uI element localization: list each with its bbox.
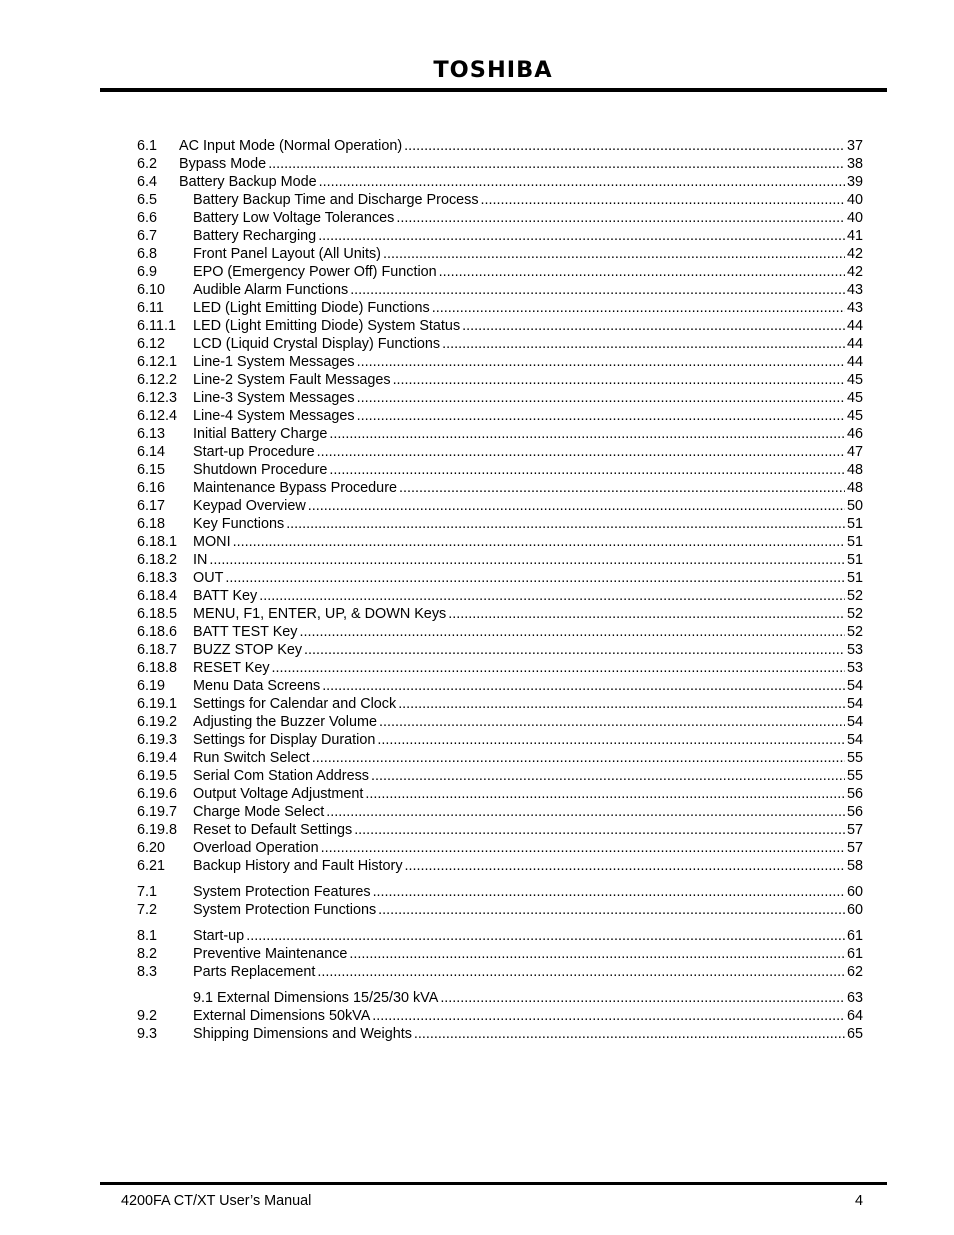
toc-entry-number: 6.12.2 xyxy=(137,371,193,389)
dot-leader xyxy=(373,883,845,901)
toc-entry xyxy=(137,1007,863,1025)
toc-entry-number: 6.5 xyxy=(137,191,193,209)
dot-leader xyxy=(304,641,845,659)
dot-leader xyxy=(442,335,845,353)
toc-entry-title: Battery Recharging xyxy=(193,228,317,244)
toc-entry xyxy=(137,989,863,1007)
dot-leader xyxy=(308,497,845,515)
dot-leader xyxy=(317,963,845,981)
dot-leader xyxy=(414,1025,845,1043)
toc-entry-title: Charge Mode Select xyxy=(193,804,325,820)
toc-entry-number: 6.19 xyxy=(137,677,193,695)
toc-entry-number: 6.18.6 xyxy=(137,623,193,641)
dot-leader xyxy=(357,353,845,371)
toc-entry-number: 6.18.3 xyxy=(137,569,193,587)
toc-entry-number: 6.12.1 xyxy=(137,353,193,371)
toshiba-logo: TOSHIBA xyxy=(433,58,553,83)
toc-entry-title: Reset to Default Settings xyxy=(193,822,353,838)
toc-entry-number: 6.7 xyxy=(137,227,193,245)
dot-leader xyxy=(286,515,845,533)
toc-entry xyxy=(137,263,863,281)
toc-entry-page: 45 xyxy=(846,372,863,388)
toc-entry xyxy=(137,641,863,659)
toc-entry xyxy=(137,803,863,821)
toc-entry-title: Maintenance Bypass Procedure xyxy=(193,480,397,496)
dot-leader xyxy=(432,299,845,317)
toc-entry-page: 40 xyxy=(846,192,863,208)
dot-leader xyxy=(246,927,845,945)
dot-leader xyxy=(268,155,845,173)
table-of-contents xyxy=(137,137,863,1051)
dot-leader xyxy=(321,839,845,857)
toc-entry xyxy=(137,209,863,227)
toc-entry xyxy=(137,371,863,389)
toc-entry-title: External Dimensions 50kVA xyxy=(193,1008,371,1024)
dot-leader xyxy=(357,407,845,425)
toc-entry-number: 9.2 xyxy=(137,1007,193,1025)
dot-leader xyxy=(312,749,845,767)
toc-entry-title: Line-2 System Fault Messages xyxy=(193,372,391,388)
toc-entry-title: Overload Operation xyxy=(193,840,319,856)
toc-entry-number: 6.19.7 xyxy=(137,803,193,821)
dot-leader xyxy=(462,317,845,335)
toc-entry-number: 6.12.3 xyxy=(137,389,193,407)
toc-entry-title: Front Panel Layout (All Units) xyxy=(193,246,381,262)
dot-leader xyxy=(440,989,845,1007)
dot-leader xyxy=(326,803,845,821)
toc-entry xyxy=(137,731,863,749)
toc-entry-title: OUT xyxy=(193,570,224,586)
toc-entry-title: EPO (Emergency Power Off) Function xyxy=(193,264,437,280)
dot-leader xyxy=(379,713,845,731)
dot-leader xyxy=(377,731,845,749)
toc-entry-page: 39 xyxy=(846,174,863,190)
dot-leader xyxy=(439,263,845,281)
toc-entry-page: 43 xyxy=(846,300,863,316)
toc-entry-number: 8.1 xyxy=(137,927,193,945)
toc-entry-page: 54 xyxy=(846,714,863,730)
dot-leader xyxy=(357,389,845,407)
toc-entry-number: 7.2 xyxy=(137,901,193,919)
toc-entry-title: BATT Key xyxy=(193,588,258,604)
toc-entry-page: 37 xyxy=(846,138,863,154)
toc-entry-title: Run Switch Select xyxy=(193,750,310,766)
toc-entry xyxy=(137,569,863,587)
dot-leader xyxy=(365,785,845,803)
toc-entry-page: 60 xyxy=(846,884,863,900)
toc-entry xyxy=(137,191,863,209)
toc-entry-title: Serial Com Station Address xyxy=(193,768,369,784)
toc-entry-page: 40 xyxy=(846,210,863,226)
dot-leader xyxy=(329,461,845,479)
toc-entry-title: Line-4 System Messages xyxy=(193,408,355,424)
toc-entry-number: 6.12.4 xyxy=(137,407,193,425)
toc-entry xyxy=(137,945,863,963)
toc-entry-number: 7.1 xyxy=(137,883,193,901)
toc-entry-number: 6.11 xyxy=(137,299,193,317)
toc-entry xyxy=(137,551,863,569)
dot-leader xyxy=(371,767,845,785)
toc-entry-page: 44 xyxy=(846,336,863,352)
toc-entry-page: 56 xyxy=(846,804,863,820)
toc-entry-page: 56 xyxy=(846,786,863,802)
toc-entry-page: 45 xyxy=(846,408,863,424)
toc-entry xyxy=(137,605,863,623)
toc-entry xyxy=(137,821,863,839)
toc-entry-title: System Protection Features xyxy=(193,884,371,900)
toc-entry-page: 64 xyxy=(846,1008,863,1024)
toc-entry-number: 6.18.5 xyxy=(137,605,193,623)
dot-leader xyxy=(404,137,845,155)
dot-leader xyxy=(398,695,845,713)
dot-leader xyxy=(399,479,845,497)
toc-entry-number: 6.19.3 xyxy=(137,731,193,749)
toc-entry xyxy=(137,299,863,317)
toc-entry-page: 45 xyxy=(846,390,863,406)
toc-entry xyxy=(137,227,863,245)
toc-entry-page: 47 xyxy=(846,444,863,460)
toc-entry-page: 61 xyxy=(846,946,863,962)
toc-entry-number: 6.6 xyxy=(137,209,193,227)
toc-entry-title: Bypass Mode xyxy=(179,156,267,172)
dot-leader xyxy=(383,245,845,263)
toc-entry-number: 6.20 xyxy=(137,839,193,857)
toc-entry-title: LCD (Liquid Crystal Display) Functions xyxy=(193,336,441,352)
dot-leader xyxy=(322,677,845,695)
dot-leader xyxy=(318,227,845,245)
toc-entry-page: 58 xyxy=(846,858,863,874)
toc-entry-number: 6.18.4 xyxy=(137,587,193,605)
toc-entry-page: 55 xyxy=(846,768,863,784)
toc-entry-number: 8.3 xyxy=(137,963,193,981)
toc-entry xyxy=(137,407,863,425)
toc-entry-title: Line-1 System Messages xyxy=(193,354,355,370)
toc-entry-title: Settings for Calendar and Clock xyxy=(193,696,397,712)
toc-entry-number: 6.19.2 xyxy=(137,713,193,731)
toc-entry-title: 9.1 External Dimensions 15/25/30 kVA xyxy=(193,990,439,1006)
toc-entry-title: BUZZ STOP Key xyxy=(193,642,303,658)
toc-entry-number: 6.18.2 xyxy=(137,551,193,569)
toc-entry-title: BATT TEST Key xyxy=(193,624,298,640)
dot-leader xyxy=(378,901,845,919)
toc-entry-title: Key Functions xyxy=(193,516,285,532)
toc-entry-page: 54 xyxy=(846,732,863,748)
toc-entry xyxy=(137,963,863,981)
dot-leader xyxy=(319,173,845,191)
toc-entry xyxy=(137,749,863,767)
toc-entry-page: 53 xyxy=(846,660,863,676)
toc-entry-number: 6.2 xyxy=(137,155,179,173)
toc-entry-number: 6.9 xyxy=(137,263,193,281)
toc-section xyxy=(137,989,863,1043)
toc-entry-title: Battery Backup Mode xyxy=(179,174,317,190)
toc-entry-title: System Protection Functions xyxy=(193,902,377,918)
toc-entry-number: 6.19.1 xyxy=(137,695,193,713)
toc-entry-number: 8.2 xyxy=(137,945,193,963)
toc-entry-title: Start-up Procedure xyxy=(193,444,315,460)
dot-leader xyxy=(372,1007,845,1025)
dot-leader xyxy=(272,659,845,677)
toc-entry xyxy=(137,857,863,875)
toc-entry-page: 52 xyxy=(846,624,863,640)
dot-leader xyxy=(405,857,845,875)
toc-entry-title: Battery Low Voltage Tolerances xyxy=(193,210,395,226)
dot-leader xyxy=(354,821,845,839)
footer-rule xyxy=(100,1182,887,1185)
toc-entry-title: Start-up xyxy=(193,928,245,944)
toc-entry-page: 57 xyxy=(846,840,863,856)
toc-entry-number: 6.11.1 xyxy=(137,317,193,335)
toc-entry-title: Shipping Dimensions and Weights xyxy=(193,1026,412,1042)
toc-entry-title: Initial Battery Charge xyxy=(193,426,328,442)
toc-entry-number: 6.19.5 xyxy=(137,767,193,785)
toc-entry-page: 43 xyxy=(846,282,863,298)
toc-entry-number: 6.18 xyxy=(137,515,193,533)
toc-entry xyxy=(137,883,863,901)
toc-entry xyxy=(137,245,863,263)
toc-entry-number: 6.12 xyxy=(137,335,193,353)
toc-section xyxy=(137,137,863,875)
toc-entry-page: 42 xyxy=(846,246,863,262)
toc-entry xyxy=(137,695,863,713)
toc-entry-number: 6.14 xyxy=(137,443,193,461)
toc-entry-number: 6.19.6 xyxy=(137,785,193,803)
toc-entry-number: 6.18.1 xyxy=(137,533,193,551)
toc-section xyxy=(137,927,863,981)
toc-entry-title: Battery Backup Time and Discharge Process xyxy=(193,192,479,208)
dot-leader xyxy=(393,371,845,389)
dot-leader xyxy=(300,623,845,641)
toc-entry-number: 6.15 xyxy=(137,461,193,479)
toc-entry xyxy=(137,497,863,515)
toc-entry-page: 55 xyxy=(846,750,863,766)
toc-entry xyxy=(137,623,863,641)
toc-entry-page: 41 xyxy=(846,228,863,244)
dot-leader xyxy=(329,425,845,443)
toc-entry-number: 9.3 xyxy=(137,1025,193,1043)
toc-entry-title: Adjusting the Buzzer Volume xyxy=(193,714,377,730)
toc-entry-page: 50 xyxy=(846,498,863,514)
toc-entry-page: 63 xyxy=(846,990,863,1006)
toc-entry-title: Parts Replacement xyxy=(193,964,316,980)
toc-entry-page: 57 xyxy=(846,822,863,838)
toc-entry xyxy=(137,425,863,443)
toc-entry-title: Backup History and Fault History xyxy=(193,858,403,874)
toc-entry-page: 48 xyxy=(846,480,863,496)
toc-entry xyxy=(137,173,863,191)
footer-page-number: 4 xyxy=(855,1193,864,1209)
dot-leader xyxy=(209,551,845,569)
toc-entry-title: MENU, F1, ENTER, UP, & DOWN Keys xyxy=(193,606,447,622)
toc-entry-number: 6.10 xyxy=(137,281,193,299)
toc-entry-page: 42 xyxy=(846,264,863,280)
toc-entry-page: 65 xyxy=(846,1026,863,1042)
toc-entry-title: MONI xyxy=(193,534,231,550)
toc-section xyxy=(137,883,863,919)
toc-entry-page: 62 xyxy=(846,964,863,980)
toc-entry-title: LED (Light Emitting Diode) Functions xyxy=(193,300,430,316)
toc-entry-page: 38 xyxy=(846,156,863,172)
toc-entry-number: 6.13 xyxy=(137,425,193,443)
toc-entry xyxy=(137,335,863,353)
toc-entry xyxy=(137,281,863,299)
toc-entry-page: 60 xyxy=(846,902,863,918)
toc-entry-title: LED (Light Emitting Diode) System Status xyxy=(193,318,461,334)
toc-entry xyxy=(137,137,863,155)
toc-entry xyxy=(137,533,863,551)
toc-entry xyxy=(137,587,863,605)
toc-entry-title: AC Input Mode (Normal Operation) xyxy=(179,138,403,154)
toc-entry xyxy=(137,443,863,461)
toc-entry xyxy=(137,901,863,919)
toc-entry-page: 51 xyxy=(846,534,863,550)
toc-entry-page: 52 xyxy=(846,588,863,604)
toc-entry-number: 6.19.4 xyxy=(137,749,193,767)
toc-entry-title: Menu Data Screens xyxy=(193,678,321,694)
toc-entry-number: 6.17 xyxy=(137,497,193,515)
toc-entry-number: 6.18.7 xyxy=(137,641,193,659)
dot-leader xyxy=(448,605,845,623)
dot-leader xyxy=(396,209,845,227)
toc-entry-page: 54 xyxy=(846,678,863,694)
toc-entry-title: Keypad Overview xyxy=(193,498,306,514)
toc-entry-title: Settings for Display Duration xyxy=(193,732,376,748)
toc-entry xyxy=(137,927,863,945)
toc-entry xyxy=(137,659,863,677)
dot-leader xyxy=(481,191,845,209)
toc-entry-number: 6.16 xyxy=(137,479,193,497)
dot-leader xyxy=(350,281,845,299)
dot-leader xyxy=(233,533,845,551)
toc-entry xyxy=(137,677,863,695)
dot-leader xyxy=(225,569,845,587)
header-rule xyxy=(100,88,887,92)
toc-entry-page: 52 xyxy=(846,606,863,622)
toc-entry-page: 44 xyxy=(846,318,863,334)
toc-entry xyxy=(137,353,863,371)
toc-entry-number: 6.4 xyxy=(137,173,179,191)
toc-entry-title: Preventive Maintenance xyxy=(193,946,348,962)
toc-entry-page: 51 xyxy=(846,570,863,586)
toc-entry-number: 6.8 xyxy=(137,245,193,263)
dot-leader xyxy=(317,443,845,461)
toc-entry xyxy=(137,479,863,497)
toc-entry-page: 51 xyxy=(846,516,863,532)
toc-entry-title: Shutdown Procedure xyxy=(193,462,328,478)
toc-entry xyxy=(137,839,863,857)
toc-entry-number: 6.1 xyxy=(137,137,179,155)
toc-entry-title: RESET Key xyxy=(193,660,270,676)
toc-entry-page: 48 xyxy=(846,462,863,478)
toc-entry xyxy=(137,785,863,803)
dot-leader xyxy=(259,587,845,605)
toc-entry-title: Audible Alarm Functions xyxy=(193,282,349,298)
toc-entry xyxy=(137,713,863,731)
toc-entry-number: 6.21 xyxy=(137,857,193,875)
toc-entry xyxy=(137,461,863,479)
toc-entry xyxy=(137,767,863,785)
toc-entry-title: Line-3 System Messages xyxy=(193,390,355,406)
toc-entry-page: 44 xyxy=(846,354,863,370)
toc-entry xyxy=(137,389,863,407)
toc-entry xyxy=(137,515,863,533)
toc-entry xyxy=(137,317,863,335)
toc-entry-title: Output Voltage Adjustment xyxy=(193,786,364,802)
toc-entry-page: 46 xyxy=(846,426,863,442)
footer-manual-title: 4200FA CT/XT User’s Manual xyxy=(121,1193,312,1209)
dot-leader xyxy=(349,945,845,963)
toc-entry-page: 61 xyxy=(846,928,863,944)
toc-entry-page: 51 xyxy=(846,552,863,568)
toc-entry-title: IN xyxy=(193,552,208,568)
toc-entry-page: 54 xyxy=(846,696,863,712)
toc-entry xyxy=(137,155,863,173)
toc-entry-number: 6.18.8 xyxy=(137,659,193,677)
toc-entry-page: 53 xyxy=(846,642,863,658)
toc-entry-number: 6.19.8 xyxy=(137,821,193,839)
toc-entry xyxy=(137,1025,863,1043)
